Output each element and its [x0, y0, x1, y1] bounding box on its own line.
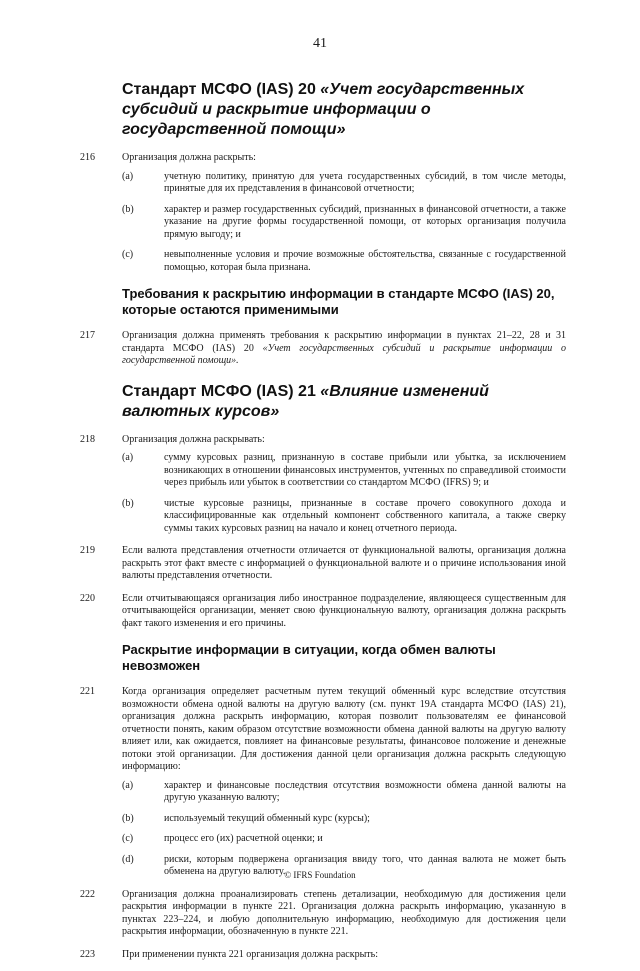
item-text: характер и размер государственных субсидий, признанных в финансовой отчетности, а также указание на другие формы государственной помощи, от которых организация получила прямую выгоду; и [164, 203, 566, 240]
item-text: процесс его (их) расчетной оценки; и [164, 833, 323, 844]
paragraph-text: Если валюта представления отчетности отличается от функциональной валюты, организация должна раскрыть этот факт вместе с информацией о функциональной валюте и о причине использования иной валюты представления отчетности. [122, 545, 566, 581]
paragraph-number: 219 [80, 545, 95, 556]
paragraph-text [122, 330, 566, 368]
item-text: чистые курсовые разницы, признанные в составе прочего совокупного дохода и классифицированные как отдельный компонент собственного капитала, а также сверку суммы таких курсовых разниц на начало и конец отчетного периода. [164, 497, 566, 534]
item-label: (a) [122, 452, 134, 463]
item-label: (b) [122, 497, 134, 509]
paragraph-217 [80, 330, 566, 368]
heading-italic: «Влияние изменений валютных курсов» [122, 382, 489, 420]
list-item [122, 780, 566, 805]
item-label: (b) [122, 812, 134, 824]
page-footer: © IFRS Foundation [284, 870, 356, 880]
list-item [122, 833, 566, 846]
item-text: учетную политику, принятую для учета государственных субсидий, в том числе методы, принятые для их представления в финансовой отчетности; [164, 170, 566, 194]
paragraph-221 [80, 686, 566, 879]
item-label: (a) [122, 779, 134, 791]
sublist [122, 452, 566, 535]
item-label: (d) [122, 853, 134, 865]
paragraph-text: Организация должна раскрывать: [122, 433, 265, 445]
list-item [122, 249, 566, 274]
heading-italic: «Учет государственных субсидий и раскрытие информации о государственной помощи» [122, 81, 525, 138]
paragraph-220 [80, 593, 566, 631]
item-text: риски, которым подвержена организация ввиду того, что данная валюта не может быть обменена на другую валюту. [164, 853, 566, 877]
paragraph-text: Когда организация определяет расчетным путем текущий обменный курс вследствие отсутствия возможности обмена одной валюты на другую валюту (см. пункт 19А стандарта МСФО (IAS) 21), организация должна раскрыть информацию, которая позволит пользователям ее финансовой отчетности понять, каким образом отсутствие возможности обмена данной валюты на другую валюту влияет или, как ожидается, повлияет на финансовые результаты, финансовое положение и денежные потоки этой организации. Для достижения данной цели организация должна раскрыть следующую информацию: [122, 686, 566, 772]
paragraph-number: 221 [80, 686, 95, 697]
item-label: (c) [122, 833, 134, 844]
paragraph-218 [80, 434, 566, 536]
sub-heading-ias20-requirements: Требования к раскрытию информации в стандарте МСФО (IAS) 20, которые остаются применимыми [122, 286, 555, 317]
item-label: (c) [122, 249, 134, 260]
item-text: используемый текущий обменный курс (курсы); [164, 812, 370, 824]
paragraph-number: 220 [80, 592, 95, 604]
item-label: (b) [122, 203, 134, 215]
paragraph-number: 217 [80, 330, 95, 341]
list-item [122, 498, 566, 536]
heading-prefix: Стандарт МСФО (IAS) 20 [122, 81, 321, 98]
paragraph-number: 223 [80, 948, 95, 960]
paragraph-text-plain: Организация должна применять требования к раскрытию информации в пунктах 21–22, 28 и 31 стандарта МСФО (IAS) 20 [122, 330, 566, 354]
paragraph-222 [80, 889, 566, 939]
list-item [122, 452, 566, 490]
paragraph-219 [80, 545, 566, 583]
paragraph-number: 218 [80, 433, 95, 445]
paragraph-216 [80, 152, 566, 274]
sub-heading-exchangeability: Раскрытие информации в ситуации, когда обмен валюты невозможен [122, 642, 496, 673]
item-text: характер и финансовые последствия отсутствия возможности обмена данной валюты на другую указанную валюту; [164, 779, 566, 803]
sublist [122, 780, 566, 879]
page-number: 41 [313, 36, 327, 51]
document-body [80, 80, 566, 971]
heading-prefix: Стандарт МСФО (IAS) 21 [122, 382, 321, 400]
paragraph-text-italic: «Учет государственных субсидий и раскрытие информации о государственной помощи». [122, 342, 567, 366]
item-text: невыполненные условия и прочие возможные обстоятельства, связанные с государственной помощью, которая была признана. [164, 249, 566, 273]
list-item [122, 171, 566, 196]
paragraph-text: Если отчитывающаяся организация либо иностранное подразделение, являющееся существенным для отчитывающейся организации, меняет свою функциональную валюту, организация должна раскрыть факт такого изменения и его причины. [122, 592, 566, 629]
paragraph-number: 222 [80, 888, 95, 900]
sublist [122, 171, 566, 275]
paragraph-number: 216 [80, 152, 95, 163]
list-item [122, 813, 566, 826]
item-label: (a) [122, 170, 134, 182]
paragraph-223 [80, 949, 566, 962]
paragraph-text: Организация должна раскрыть: [122, 152, 256, 163]
item-text: сумму курсовых разниц, признанную в составе прибыли или убытка, за исключением возникающих в отношении финансовых инструментов, учтенных по справедливой стоимости через прибыль или убыток в соответствии со стандартом МСФО (IFRS) 9; и [164, 452, 566, 488]
list-item [122, 204, 566, 242]
paragraph-text: При применении пункта 221 организация должна раскрыть: [122, 948, 378, 960]
paragraph-text: Организация должна проанализировать степень детализации, необходимую для достижения цели раскрытия информации в пункте 221. Организация должна раскрыть информацию, указанную в пунктах 223–224, и любую дополнительную информацию, необходимую для достижения цели раскрытия информации, обозначенную в пункте 221. [122, 888, 566, 937]
section-heading-ias20 [122, 80, 566, 140]
section-heading-ias21 [122, 382, 566, 422]
